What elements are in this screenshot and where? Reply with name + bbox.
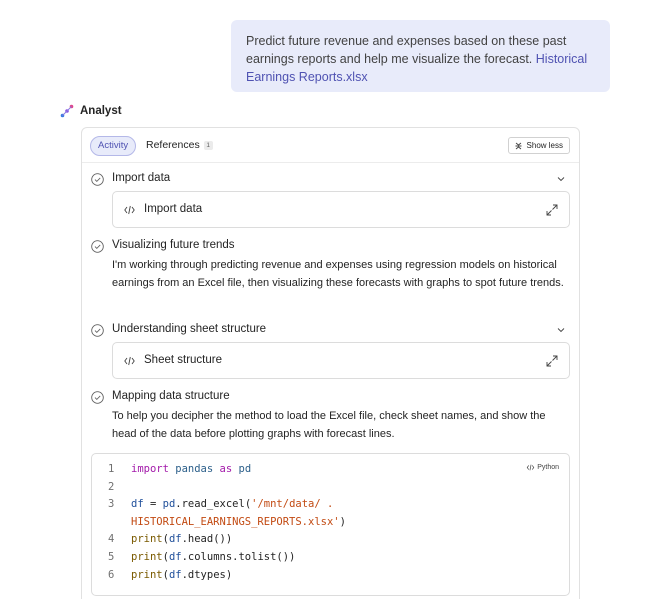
code-token: ( <box>162 533 169 546</box>
code-text <box>131 567 232 585</box>
code-token: HISTORICAL_EARNINGS_REPORTS.xlsx' <box>131 515 340 528</box>
chevron-down-icon[interactable] <box>556 174 566 184</box>
code-token: .dtypes) <box>181 568 233 581</box>
show-less-button[interactable] <box>508 137 570 154</box>
expand-icon[interactable] <box>546 204 558 216</box>
attachment-link[interactable]: Historical Earnings Reports.xlsx <box>246 52 588 84</box>
code-text <box>131 496 333 514</box>
code-token: .head()) <box>181 533 233 546</box>
line-number: 2 <box>108 480 115 493</box>
code-token: import <box>131 463 169 475</box>
check-circle-icon <box>91 240 104 253</box>
code-icon <box>526 464 535 471</box>
card-tabs-bar <box>82 128 579 163</box>
activity-card <box>81 127 580 599</box>
step-title: Understanding sheet structure <box>112 323 267 335</box>
code-token: '/mnt/data/ . <box>251 498 334 511</box>
step-title: Mapping data structure <box>112 390 230 402</box>
user-message-bubble <box>231 20 610 92</box>
code-token: df <box>168 533 182 546</box>
code-token: print <box>131 568 163 581</box>
agent-header <box>60 103 122 119</box>
language-name: Python <box>537 464 559 471</box>
code-token: pd <box>162 498 176 511</box>
tool-label: Import data <box>144 203 203 215</box>
step-description: To help you decipher the method to load the Excel file, check sheet names, and show the head of the data before plotting graphs with forecast lines. <box>112 410 546 440</box>
code-icon <box>124 356 135 366</box>
show-less-label: Show less <box>526 141 563 150</box>
code-token: .columns.tolist()) <box>181 551 296 563</box>
check-circle-icon <box>91 391 104 404</box>
code-token: ) <box>339 515 346 528</box>
chevron-down-icon[interactable] <box>556 325 566 335</box>
code-token: df <box>168 568 182 581</box>
code-token: ( <box>162 551 169 563</box>
code-text <box>131 531 232 549</box>
code-text <box>131 461 251 479</box>
code-token: pd <box>238 463 252 475</box>
check-circle-icon <box>91 324 104 337</box>
code-token: df <box>168 551 182 563</box>
tool-sheet-structure[interactable] <box>112 342 570 379</box>
line-number: 4 <box>108 533 115 546</box>
code-block[interactable] <box>91 453 570 596</box>
expand-icon[interactable] <box>546 355 558 367</box>
agent-name: Analyst <box>80 105 122 117</box>
code-token: as <box>219 463 233 475</box>
check-circle-icon <box>91 173 104 186</box>
code-text <box>131 549 295 567</box>
step-title: Visualizing future trends <box>112 239 235 251</box>
tab-references-label: References <box>146 139 200 151</box>
language-label <box>526 464 559 471</box>
references-count-badge: 1 <box>204 141 213 150</box>
code-icon <box>124 205 135 215</box>
code-token: print <box>131 533 163 546</box>
step-description: I'm working through predicting revenue and expenses using regression models on historical earnings from an Excel file, then visualizing these forecasts with graphs to spot future trends. <box>112 259 564 289</box>
line-number: 5 <box>108 551 115 563</box>
tool-label: Sheet structure <box>144 354 222 366</box>
code-token: = <box>143 498 163 511</box>
user-message-text: Predict future revenue and expenses based on these past earnings reports and help me visualize the forecast. <box>246 34 567 66</box>
tab-activity[interactable]: Activity <box>90 136 136 156</box>
tool-import-data[interactable] <box>112 191 570 228</box>
line-number: 1 <box>108 463 115 475</box>
code-text <box>131 514 346 532</box>
code-token: df <box>131 498 144 511</box>
tab-references[interactable] <box>146 139 213 151</box>
line-number: 3 <box>108 498 115 511</box>
collapse-icon <box>515 141 522 151</box>
code-token: print <box>131 551 163 563</box>
line-number: 6 <box>108 568 115 581</box>
code-token: ( <box>162 568 169 581</box>
code-token: pandas <box>175 463 214 475</box>
code-token: .read_excel( <box>175 498 252 511</box>
analyst-logo-icon <box>60 104 74 118</box>
step-title: Import data <box>112 172 171 184</box>
